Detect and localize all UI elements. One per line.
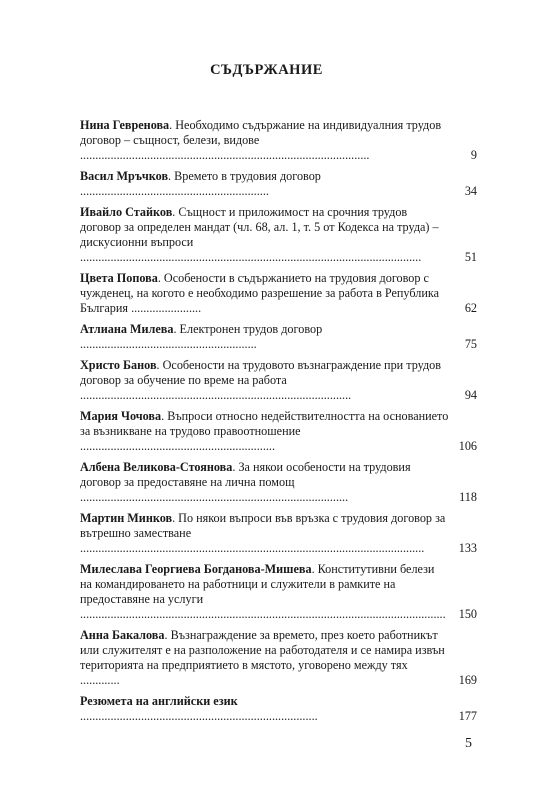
toc-title-cont: заместване bbox=[133, 526, 192, 540]
toc-page: 94 bbox=[464, 388, 477, 402]
toc-title: . По някои въпроси във връзка с трудовия договор за вътрешно bbox=[80, 511, 446, 540]
toc-page: 150 bbox=[458, 607, 477, 621]
toc-author: Атлиана Милева bbox=[80, 322, 174, 336]
toc-leader: .............................................................. bbox=[80, 184, 269, 198]
toc-title-cont: определен мандат (чл. 68, ал. 1, т. 5 от Кодекса на труда) – дискусионни въпроси bbox=[80, 220, 439, 249]
toc-title: . Въпроси относно недействителността на основанието за bbox=[80, 409, 449, 438]
toc-page: 106 bbox=[458, 439, 477, 453]
toc-author: Резюмета на английски език bbox=[80, 694, 238, 708]
toc-title-cont: обучение по време на работа bbox=[137, 373, 287, 387]
toc-title-cont: служителят е на разположение на работодателя и се намира извън територията на предприятието в мястото, уговорено между тях bbox=[80, 643, 445, 672]
toc-title-cont: командироването на работници и служители в рамките на предоставяне на услуги bbox=[80, 577, 396, 606]
toc-page: 9 bbox=[470, 148, 477, 162]
toc-title: . Особености на трудовото възнаграждение при трудов договор за bbox=[80, 358, 442, 387]
toc-entry bbox=[80, 694, 477, 724]
toc-page: 177 bbox=[458, 709, 477, 723]
toc-page: 75 bbox=[464, 337, 477, 351]
table-of-contents bbox=[80, 118, 477, 730]
toc-author: Цвета Попова bbox=[80, 271, 158, 285]
toc-leader: ....................... bbox=[131, 301, 202, 315]
toc-page: 169 bbox=[458, 673, 477, 687]
toc-leader: .............................................................................. bbox=[80, 709, 318, 723]
toc-page: 51 bbox=[464, 250, 477, 264]
toc-entry bbox=[80, 205, 477, 265]
toc-entry bbox=[80, 562, 477, 622]
toc-page: 118 bbox=[459, 490, 477, 504]
toc-leader: ......................................................................................... bbox=[80, 388, 352, 402]
toc-page: 62 bbox=[464, 301, 477, 315]
toc-entry bbox=[80, 460, 477, 505]
toc-entry bbox=[80, 628, 477, 688]
toc-author: Васил Мръчков bbox=[80, 169, 169, 183]
toc-leader: ................................................................................................................ bbox=[80, 250, 422, 264]
toc-author: Нина Гевренова bbox=[80, 118, 170, 132]
toc-entry bbox=[80, 358, 477, 403]
toc-page: 34 bbox=[464, 184, 477, 198]
toc-author: Албена Великова-Стоянова bbox=[80, 460, 233, 474]
toc-title-cont: възникване на трудово правоотношение bbox=[93, 424, 301, 438]
toc-entry bbox=[80, 322, 477, 352]
toc-entry bbox=[80, 511, 477, 556]
toc-leader: ........................................................................................................................ bbox=[80, 607, 446, 621]
toc-title: . Конститутивни белези на bbox=[80, 562, 435, 591]
toc-author: Мартин Минков bbox=[80, 511, 173, 525]
toc-entry bbox=[80, 409, 477, 454]
toc-entry bbox=[80, 118, 477, 163]
toc-title-cont: на когото е необходимо разрешение за работа в Република България bbox=[80, 286, 440, 315]
toc-title: . Електронен трудов договор bbox=[173, 322, 323, 336]
toc-leader: ........................................................................................ bbox=[80, 490, 349, 504]
toc-leader: ................................................................................................................. bbox=[80, 541, 425, 555]
page-number: 5 bbox=[465, 736, 472, 751]
toc-title-cont: предоставяне на лична помощ bbox=[137, 475, 295, 489]
toc-author: Анна Бакалова bbox=[80, 628, 165, 642]
toc-leader: ............................................................................................... bbox=[80, 148, 370, 162]
page-title: СЪДЪРЖАНИЕ bbox=[210, 62, 323, 78]
toc-title: . За някои особености на трудовия договор за bbox=[80, 460, 411, 489]
toc-entry bbox=[80, 169, 477, 199]
toc-title: . Възнаграждение за времето, през което работникът или bbox=[80, 628, 438, 657]
toc-page: 133 bbox=[458, 541, 477, 555]
toc-entry bbox=[80, 271, 477, 316]
toc-title: . Същност и приложимост на срочния трудов договор за bbox=[80, 205, 408, 234]
toc-title: . Необходимо съдържание на индивидуалния трудов договор – bbox=[80, 118, 442, 147]
toc-author: Ивайло Стайков bbox=[80, 205, 173, 219]
toc-leader: ................................................................ bbox=[80, 439, 275, 453]
toc-title: . Особености в съдържанието на трудовия договор с чужденец, bbox=[80, 271, 429, 300]
toc-leader: .......................................................... bbox=[80, 337, 257, 351]
toc-title-cont: същност, белези, видове bbox=[133, 133, 260, 147]
toc-author: Мария Чочова bbox=[80, 409, 162, 423]
toc-title: . Времето в трудовия договор bbox=[168, 169, 321, 183]
toc-author: Христо Банов bbox=[80, 358, 157, 372]
toc-author: Милеслава Георгиева Богданова-Мишева bbox=[80, 562, 312, 576]
toc-leader: ............. bbox=[80, 673, 120, 687]
